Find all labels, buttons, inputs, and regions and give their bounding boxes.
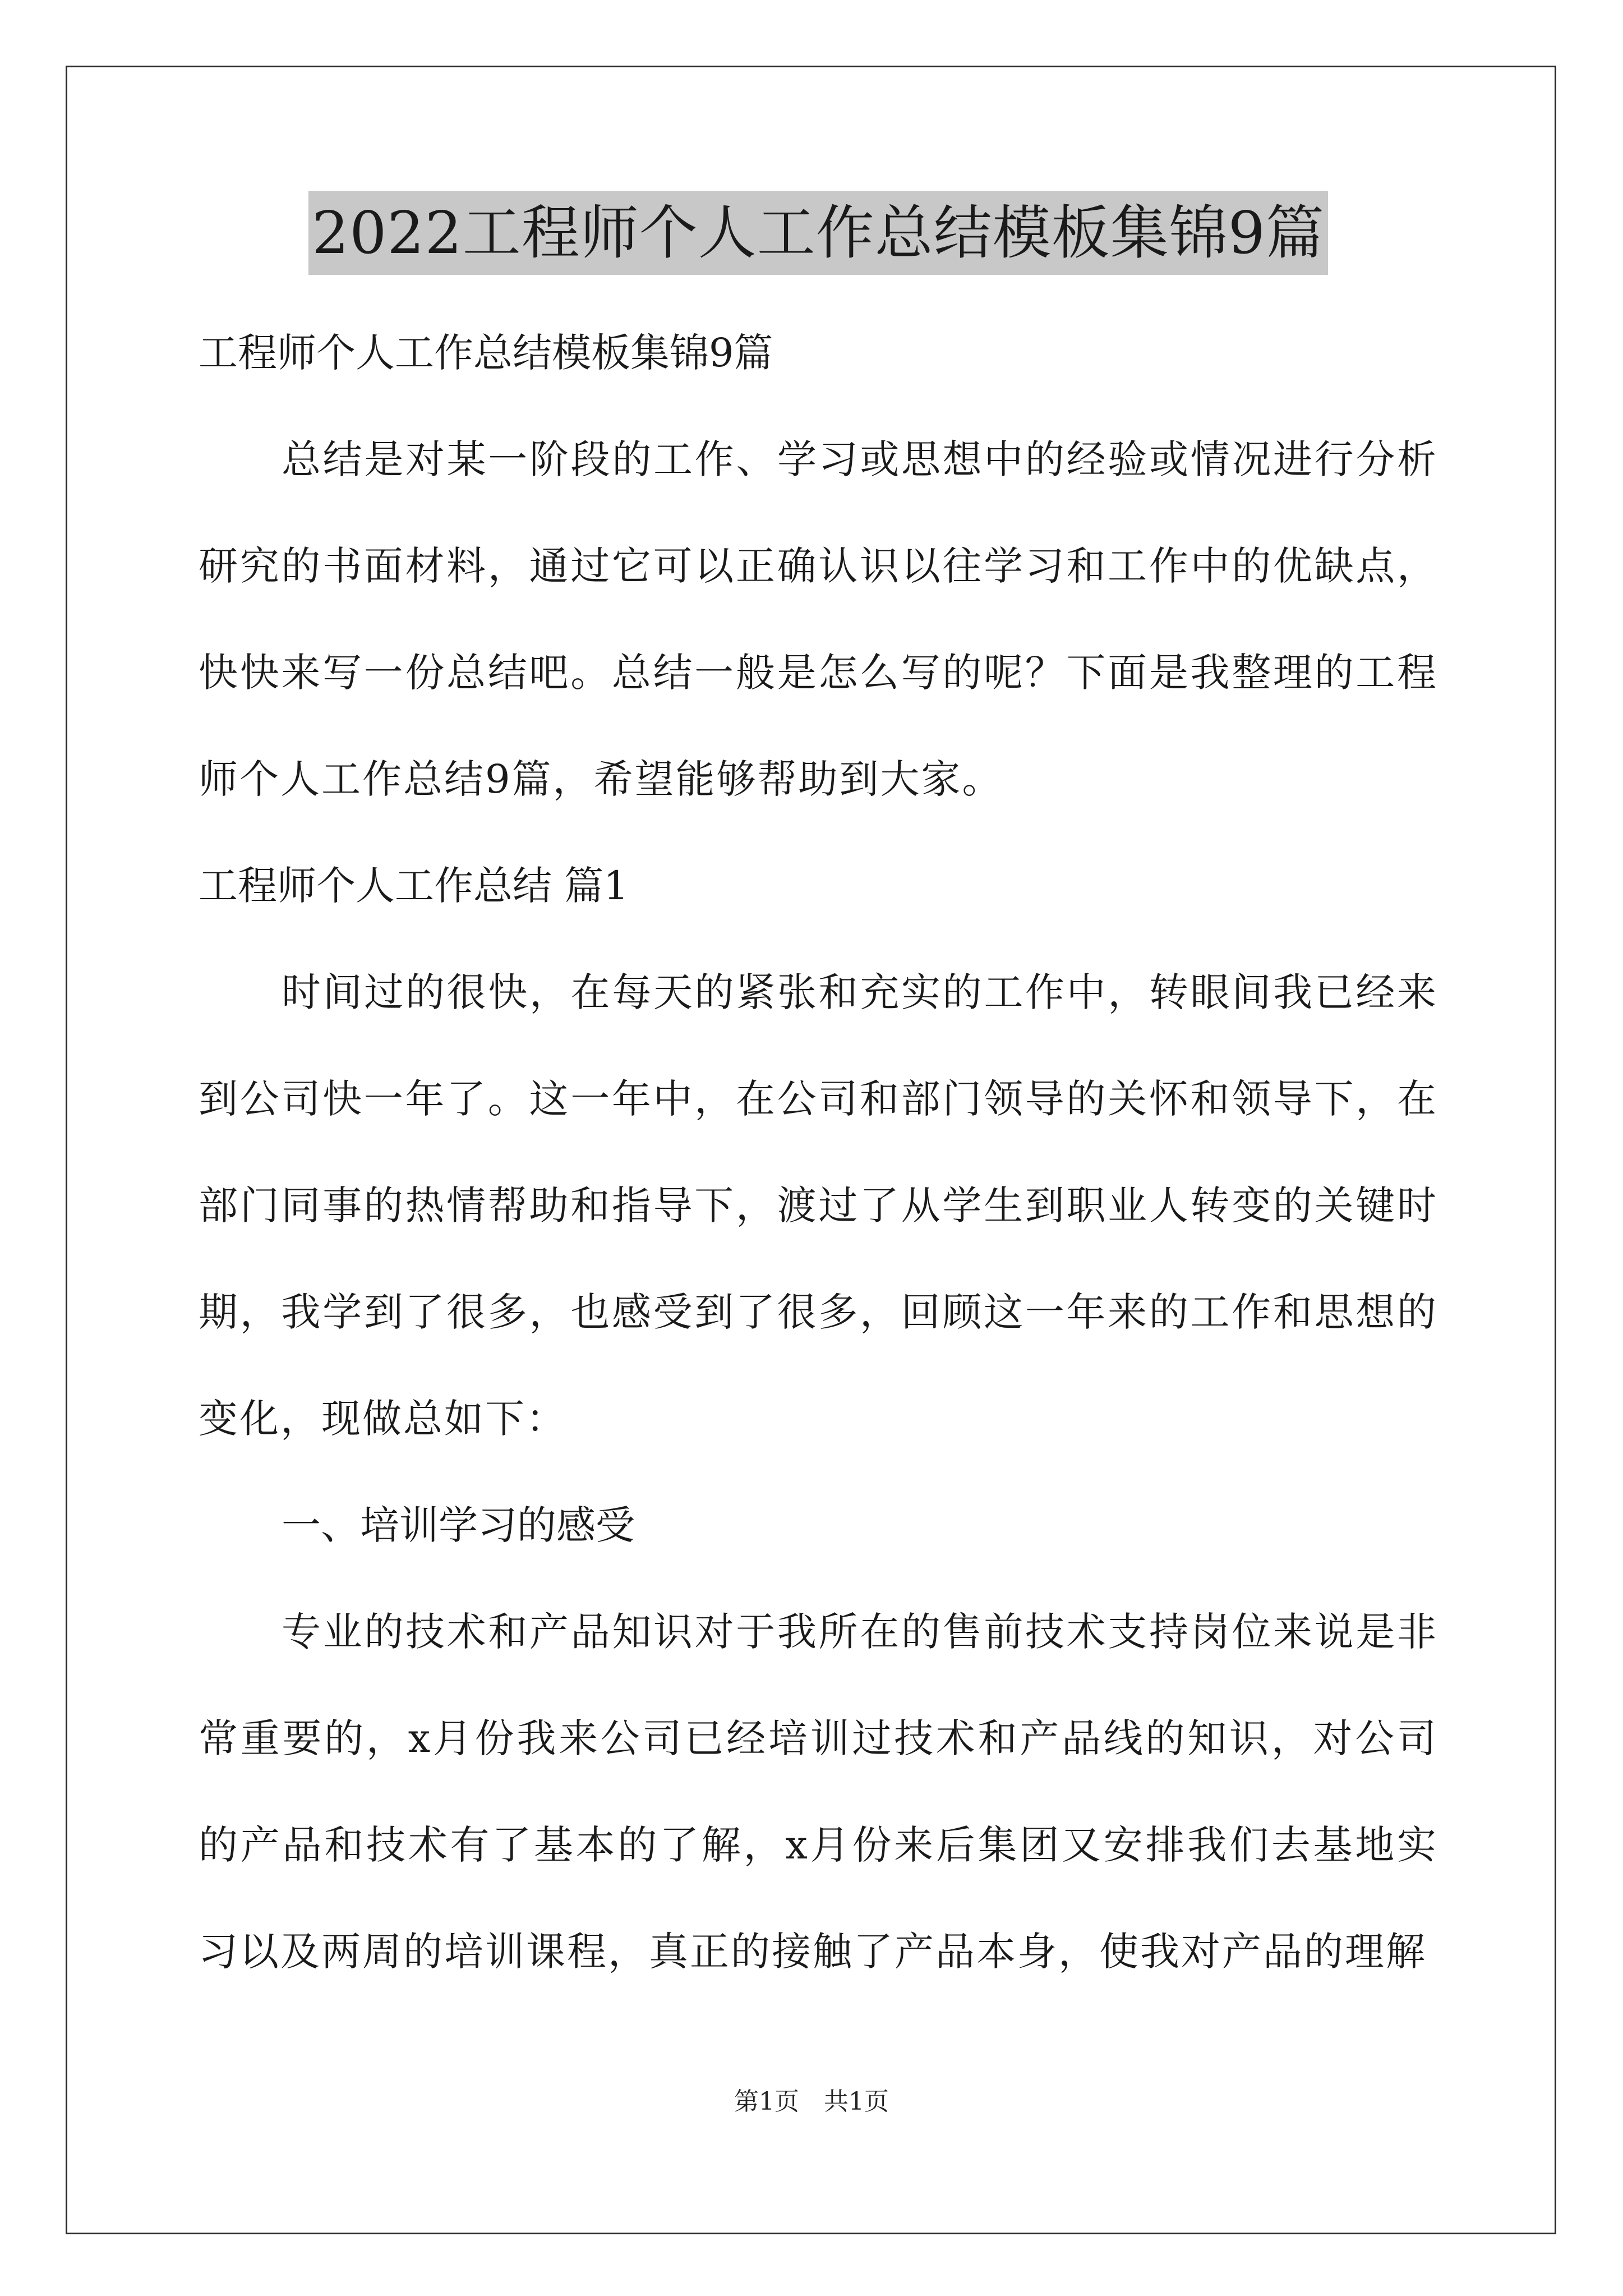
document-title: 2022工程师个人工作总结模板集锦9篇 [308,191,1328,275]
page-footer: 第1页 共1页 [734,2087,889,2116]
section-heading: 工程师个人工作总结 篇1 [199,863,629,909]
title-container [199,191,1438,280]
section-paragraph-2: 专业的技术和产品知识对于我所在的售前技术支持岗位来说是非常重要的，x月份我来公司已经培训过技术和产品线的知识，对公司的产品和技术有了基本的了解，x月份来后集团又安排我们去基地实习以及两周的培训课程，真正的接触了产品本身，使我对产品的理解 [199,1609,1438,1975]
section-paragraph-1: 时间过的很快，在每天的紧张和充实的工作中，转眼间我已经来到公司快一年了。这一年中，在公司和部门领导的关怀和领导下，在部门同事的热情帮助和指导下，渡过了从学生到职业人转变的关键时期，我学到了很多，也感受到了很多，回顾这一年来的工作和思想的变化，现做总如下： [199,969,1438,1442]
intro-paragraph: 总结是对某一阶段的工作、学习或思想中的经验或情况进行分析研究的书面材料，通过它可以正确认识以往学习和工作中的优缺点，快快来写一份总结吧。总结一般是怎么写的呢？下面是我整理的工程师个人工作总结9篇，希望能够帮助到大家。 [199,436,1438,802]
sub-heading-training: 一、培训学习的感受 [282,1502,635,1548]
document-subtitle: 工程师个人工作总结模板集锦9篇 [199,330,773,376]
document-body [199,191,1438,2005]
